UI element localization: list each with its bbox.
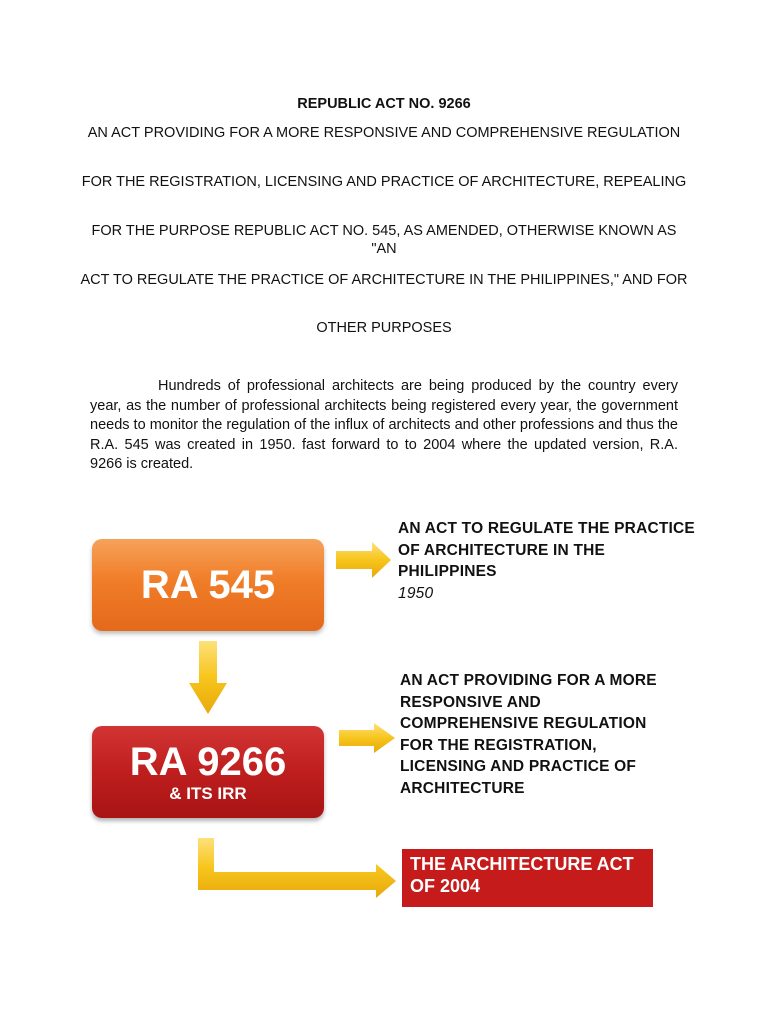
body-paragraph: Hundreds of professional architects are being produced by the country every year, as the number of professional architects being registered every year, the government needs to monitor the regulation of the influx of architects and other professions and thus the R.A. 545 was created in 1950. fast forward to to 2004 where the updated version, R.A. 9266 is created. (90, 378, 678, 472)
ra-9266-box (92, 726, 324, 818)
ra-545-year: 1950 (398, 584, 434, 602)
title-line-2: FOR THE REGISTRATION, LICENSING AND PRACTICE OF ARCHITECTURE, REPEALING (81, 174, 687, 190)
architecture-act-box: THE ARCHITECTURE ACT OF 2004 (402, 849, 653, 907)
ra-9266-description: AN ACT PROVIDING FOR A MORE RESPONSIVE AND COMPREHENSIVE REGULATION FOR THE REGISTRATION, LICENSING AND PRACTICE OF ARCHITECTURE (400, 672, 657, 797)
ra-545-description (398, 518, 698, 604)
title-line-3: FOR THE PURPOSE REPUBLIC ACT NO. 545, AS AMENDED, OTHERWISE KNOWN AS "AN (91, 223, 677, 257)
ra-9266-label: RA 9266 (129, 740, 287, 784)
ra-9266-sublabel: & ITS IRR (169, 784, 247, 803)
arrow-down (189, 641, 227, 714)
ra-545-box (92, 539, 324, 631)
title-line-1: AN ACT PROVIDING FOR A MORE RESPONSIVE AND COMPREHENSIVE REGULATION (87, 125, 681, 141)
arrow-right-2 (339, 723, 395, 753)
arrow-right-1 (336, 542, 391, 578)
document-title: REPUBLIC ACT NO. 9266 (297, 96, 471, 112)
ra-545-desc-text: AN ACT TO REGULATE THE PRACTICE OF ARCHITECTURE IN THE PHILIPPINES (398, 520, 695, 580)
ra-545-label: RA 545 (140, 562, 276, 607)
title-line-4: ACT TO REGULATE THE PRACTICE OF ARCHITECTURE IN THE PHILIPPINES," AND FOR (80, 272, 688, 288)
arrow-elbow (198, 838, 396, 898)
title-line-5: OTHER PURPOSES (316, 320, 452, 336)
